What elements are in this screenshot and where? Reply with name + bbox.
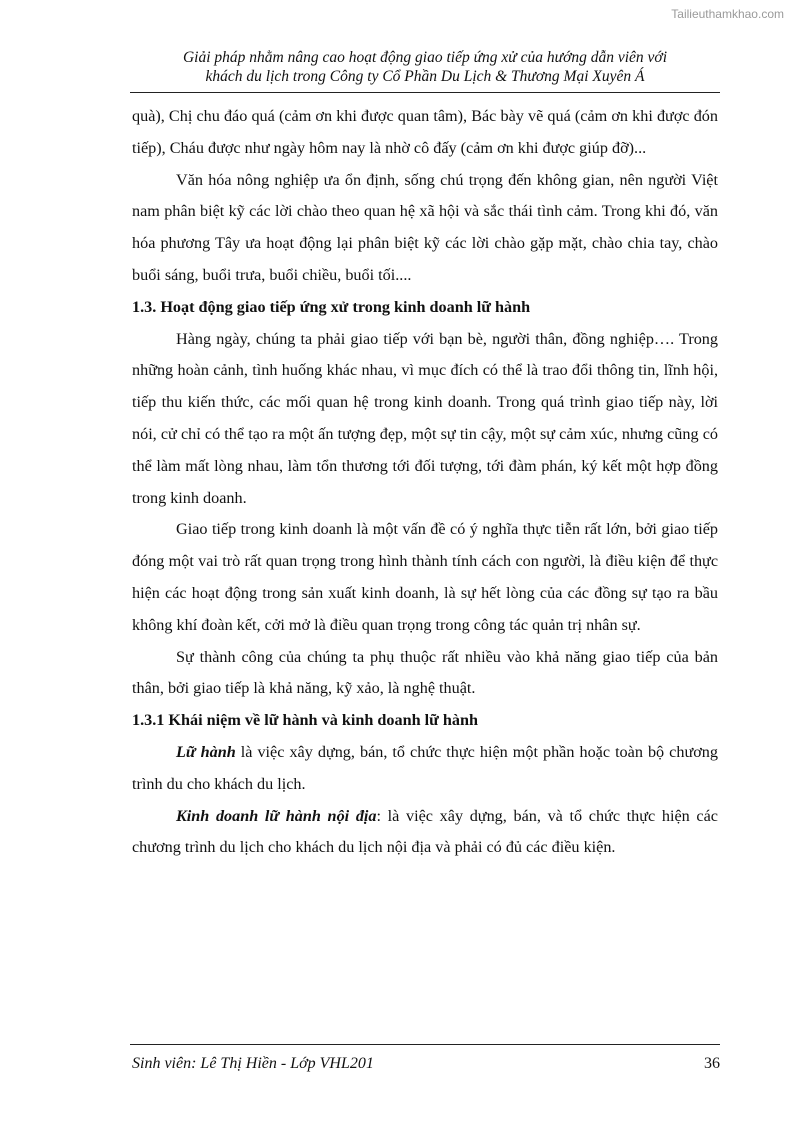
paragraph-culture: Văn hóa nông nghiệp ưa ổn định, sống chú trọng đến không gian, nên người Việt nam phân biệt kỹ các lời chào theo quan hệ xã hội và sắc thái tình cảm. Trong khi đó, văn hóa phương Tây ưa hoạt động lại phân biệt kỹ các lời chào gặp mặt, chào chia tay, chào buổi sáng, buổi trưa, buổi chiều, buổi tối.... <box>132 170 718 284</box>
header-divider <box>130 92 720 93</box>
paragraph-continuation: quà), Chị chu đáo quá (cảm ơn khi được quan tâm), Bác bày vẽ quá (cảm ơn khi được đón tiếp), Cháu được như ngày hôm nay là nhờ cô đấy (cảm ơn khi được giúp đỡ)... <box>132 107 718 157</box>
definition-lu-hanh-text: là việc xây dựng, bán, tổ chức thực hiện một phần hoặc toàn bộ chương trình du cho khách du lịch. <box>132 742 718 793</box>
term-lu-hanh: Lữ hành <box>176 742 236 761</box>
header-line-2: khách du lịch trong Công ty Cổ Phần Du Lịch & Thương Mại Xuyên Á <box>205 68 645 85</box>
definition-kinh-doanh-text: : là việc xây dựng, bán, và tổ chức thực hiện các chương trình du lịch cho khách du lịch nội địa và phải có đủ các điều kiện. <box>132 806 718 857</box>
definition-lu-hanh <box>132 737 718 801</box>
definition-kinh-doanh-lu-hanh-noi-dia <box>132 801 718 865</box>
header-line-1: Giải pháp nhằm nâng cao hoạt động giao tiếp ứng xử của hướng dẫn viên với <box>182 49 668 66</box>
page-number: 36 <box>704 1055 720 1072</box>
section-heading-1-3: 1.3. Hoạt động giao tiếp ứng xử trong kinh doanh lữ hành <box>132 297 531 316</box>
section-heading-1-3-1: 1.3.1 Khái niệm về lữ hành và kinh doanh lữ hành <box>132 711 478 730</box>
watermark: Tailieuthamkhao.com <box>671 7 784 21</box>
footer-student: Sinh viên: Lê Thị Hiền - Lớp VHL201 <box>132 1055 374 1072</box>
paragraph-business-communication: Giao tiếp trong kinh doanh là một vấn đề có ý nghĩa thực tiễn rất lớn, bởi giao tiếp đóng một vai trò rất quan trọng trong hình thành tính cách con người, là điều kiện để thực hiện các hoạt động trong sản xuất kinh doanh, là sự hết lòng của các đồng sự tạo ra bầu không khí đoàn kết, cởi mở là điều quan trọng trong công tác quản trị nhân sự. <box>132 520 718 634</box>
term-kinh-doanh-lu-hanh-noi-dia: Kinh doanh lữ hành nội địa <box>176 806 377 825</box>
page-header <box>130 48 720 86</box>
paragraph-daily-communication: Hàng ngày, chúng ta phải giao tiếp với bạn bè, người thân, đồng nghiệp…. Trong những hoàn cảnh, tình huống khác nhau, vì mục đích có thể là trao đổi thông tin, lĩnh hội, tiếp thu kiến thức, các mối quan hệ trong kinh doanh. Trong quá trình giao tiếp này, lời nói, cử chỉ có thể tạo ra một ấn tượng đẹp, một sự tin cậy, một sự cảm xúc, nhưng cũng có thể làm mất lòng nhau, làm tổn thương tới đối tượng, tới đàm phán, ký kết một hợp đồng trong kinh doanh. <box>132 329 718 507</box>
page-content <box>132 101 718 864</box>
footer-divider <box>130 1044 720 1045</box>
paragraph-success: Sự thành công của chúng ta phụ thuộc rất nhiều vào khả năng giao tiếp của bản thân, bởi giao tiếp là khả năng, kỹ xảo, là nghệ thuật. <box>132 647 718 698</box>
